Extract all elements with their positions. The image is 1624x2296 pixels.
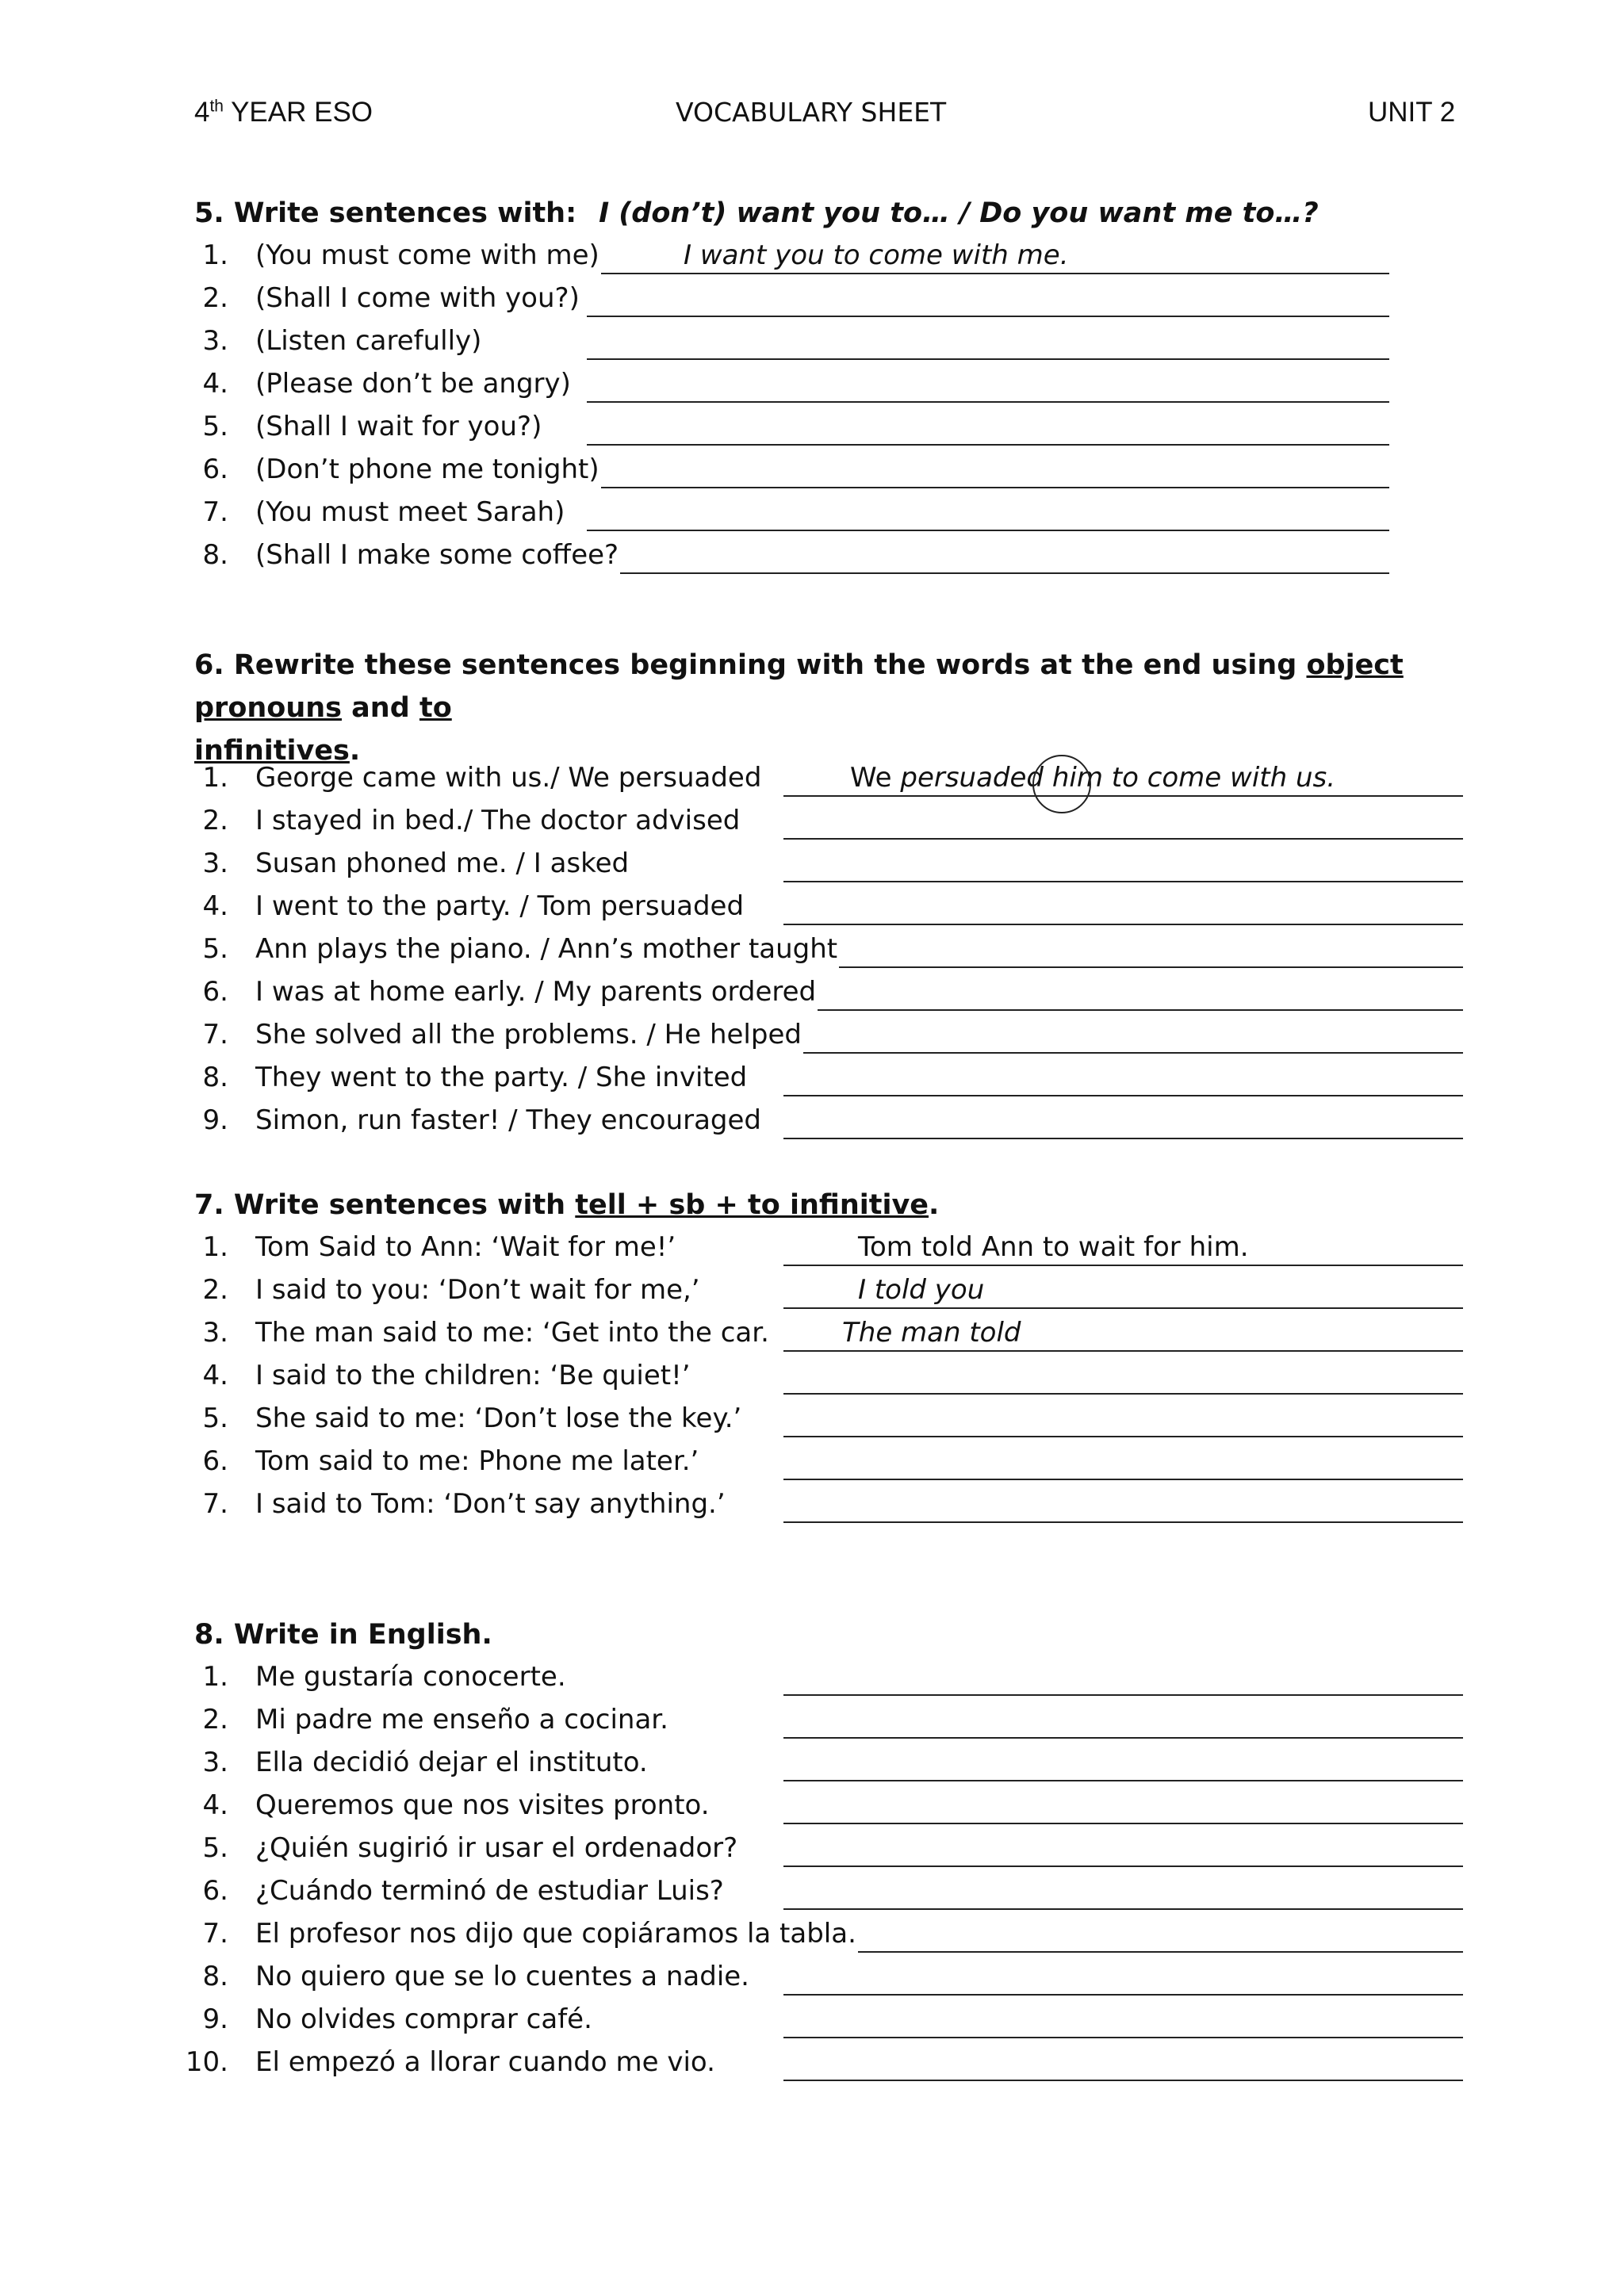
item-number: 6. — [202, 453, 228, 485]
answer-line[interactable] — [783, 1436, 1463, 1437]
answer-line[interactable] — [783, 881, 1463, 882]
item-number: 2. — [202, 1704, 228, 1735]
item-prompt: Tom Said to Ann: ‘Wait for me!’ — [255, 1231, 676, 1263]
item-prompt: I said to the children: ‘Be quiet!’ — [255, 1360, 691, 1391]
answer-line[interactable] — [858, 1951, 1463, 1953]
item-number: 1. — [202, 1231, 228, 1263]
answer-line[interactable] — [783, 1521, 1463, 1523]
item-prompt: She said to me: ‘Don’t lose the key.’ — [255, 1402, 742, 1434]
item-number: 1. — [202, 762, 228, 794]
exercise-8-item — [0, 1913, 1624, 1956]
exercise-5-item — [0, 363, 1624, 406]
exercise-7-item — [0, 1269, 1624, 1312]
answer-line[interactable] — [783, 1823, 1463, 1824]
exercise-6-item — [0, 1014, 1624, 1057]
item-prompt: George came with us./ We persuaded — [255, 762, 762, 794]
exercise-8-item — [0, 1827, 1624, 1870]
item-number: 3. — [202, 1747, 228, 1778]
answer-line[interactable] — [783, 1393, 1463, 1395]
exercise-7-item — [0, 1226, 1624, 1269]
written-answer: I want you to come with me. — [684, 239, 1069, 271]
answer-line[interactable] — [783, 924, 1463, 925]
item-number: 5. — [202, 1832, 228, 1864]
header-unit: UNIT 2 — [1368, 97, 1456, 128]
exercise-7-item — [0, 1398, 1624, 1441]
item-number: 5. — [202, 411, 228, 442]
item-prompt: Mi padre me enseño a cocinar. — [255, 1704, 668, 1735]
exercise-5-item — [0, 406, 1624, 449]
exercise-8-item — [0, 1870, 1624, 1913]
exercise-6-item — [0, 971, 1624, 1014]
item-prompt: ¿Cuándo terminó de estudiar Luis? — [255, 1875, 724, 1907]
item-number: 9. — [202, 2003, 228, 2035]
answer-line[interactable] — [620, 572, 1389, 574]
exercise-7-item — [0, 1312, 1624, 1355]
item-prompt: Tom said to me: Phone me later.’ — [255, 1445, 699, 1477]
answer-line[interactable] — [783, 838, 1463, 840]
item-number: 2. — [202, 282, 228, 314]
exercise-6-item — [0, 928, 1624, 971]
exercise-8-item — [0, 1956, 1624, 1999]
item-prompt: She solved all the problems. / He helped — [255, 1019, 802, 1050]
exercise-8-item — [0, 1785, 1624, 1827]
item-prompt: Queremos que nos visites pronto. — [255, 1789, 710, 1821]
answer-line[interactable] — [587, 316, 1389, 317]
item-number: 8. — [202, 1062, 228, 1093]
written-answer: Tom told Ann to wait for him. — [858, 1231, 1249, 1263]
item-prompt: El profesor nos dijo que copiáramos la tabla. — [255, 1918, 856, 1950]
exercise-6-item — [0, 843, 1624, 886]
item-prompt: (Shall I make some coffee? — [255, 539, 619, 571]
item-number: 8. — [202, 539, 228, 571]
item-number: 4. — [202, 1789, 228, 1821]
item-prompt: Me gustaría conocerte. — [255, 1661, 566, 1693]
answer-line[interactable] — [783, 1994, 1463, 1996]
exercise-8-title: 8. Write in English. — [194, 1619, 492, 1651]
item-number: 2. — [202, 1274, 228, 1306]
item-number: 5. — [202, 1402, 228, 1434]
answer-line[interactable] — [783, 1780, 1463, 1781]
exercise-8-item — [0, 1742, 1624, 1785]
header-title: VOCABULARY SHEET — [676, 97, 947, 128]
exercise-7-item — [0, 1355, 1624, 1398]
item-prompt: They went to the party. / She invited — [255, 1062, 748, 1093]
exercise-5-item — [0, 449, 1624, 492]
item-prompt: (You must meet Sarah) — [255, 496, 565, 528]
exercise-5-title: 5. Write sentences with: I (don’t) want you to… / Do you want me to…? — [194, 197, 1319, 229]
item-number: 7. — [202, 1019, 228, 1050]
exercise-8-item — [0, 1999, 1624, 2042]
answer-line[interactable] — [783, 2037, 1463, 2038]
item-prompt: Ann plays the piano. / Ann’s mother taught — [255, 933, 838, 965]
exercise-6-item — [0, 886, 1624, 928]
item-number: 7. — [202, 1918, 228, 1950]
answer-line[interactable] — [601, 273, 1389, 274]
exercise-5-item — [0, 320, 1624, 363]
exercise-5-item — [0, 534, 1624, 577]
written-answer: I told you — [858, 1274, 985, 1306]
item-number: 2. — [202, 805, 228, 836]
exercise-5-item — [0, 277, 1624, 320]
answer-line[interactable] — [601, 487, 1389, 488]
item-prompt: The man said to me: ‘Get into the car. — [255, 1317, 769, 1349]
answer-line[interactable] — [783, 2080, 1463, 2081]
answer-line[interactable] — [783, 1138, 1463, 1139]
exercise-8-item — [0, 1699, 1624, 1742]
exercise-5-item — [0, 235, 1624, 277]
item-number: 1. — [202, 239, 228, 271]
answer-line[interactable] — [587, 358, 1389, 360]
exercise-8-item — [0, 2042, 1624, 2084]
exercise-6-item — [0, 757, 1624, 800]
answer-line[interactable] — [818, 1009, 1463, 1011]
item-number: 7. — [202, 1488, 228, 1520]
item-number: 4. — [202, 368, 228, 400]
answer-line[interactable] — [783, 1737, 1463, 1739]
item-number: 3. — [202, 1317, 228, 1349]
answer-line[interactable] — [783, 1307, 1463, 1309]
answer-line[interactable] — [783, 1265, 1463, 1266]
item-prompt: (Listen carefully) — [255, 325, 482, 357]
item-number: 4. — [202, 890, 228, 922]
written-answer: The man told — [842, 1317, 1021, 1349]
item-number: 4. — [202, 1360, 228, 1391]
item-number: 9. — [202, 1104, 228, 1136]
item-number: 5. — [202, 933, 228, 965]
answer-line[interactable] — [783, 1908, 1463, 1910]
item-prompt: ¿Quién sugirió ir usar el ordenador? — [255, 1832, 738, 1864]
exercise-7-title: 7. Write sentences with tell + sb + to infinitive. — [194, 1189, 940, 1221]
item-number: 6. — [202, 976, 228, 1008]
exercise-6-title: 6. Rewrite these sentences beginning with the words at the end using object pronouns and to infinitives. — [194, 649, 1404, 767]
item-prompt: (Shall I come with you?) — [255, 282, 580, 314]
item-prompt: (Please don’t be angry) — [255, 368, 571, 400]
item-prompt: El empezó a llorar cuando me vio. — [255, 2046, 715, 2078]
exercise-7-item — [0, 1441, 1624, 1483]
answer-line[interactable] — [839, 966, 1463, 968]
item-prompt: I was at home early. / My parents ordered — [255, 976, 817, 1008]
answer-line[interactable] — [783, 1095, 1463, 1096]
answer-line[interactable] — [803, 1052, 1463, 1054]
item-number: 10. — [185, 2046, 228, 2078]
item-prompt: No quiero que se lo cuentes a nadie. — [255, 1961, 749, 1992]
exercise-7-item — [0, 1483, 1624, 1526]
exercise-8-item — [0, 1656, 1624, 1699]
exercise-6-item — [0, 1100, 1624, 1142]
answer-line[interactable] — [783, 1694, 1463, 1696]
item-prompt: (Shall I wait for you?) — [255, 411, 542, 442]
item-number: 3. — [202, 848, 228, 879]
item-prompt: Simon, run faster! / They encouraged — [255, 1104, 762, 1136]
pronoun-circle-annotation — [1032, 755, 1091, 813]
answer-line[interactable] — [587, 530, 1389, 531]
item-prompt: I said to Tom: ‘Don’t say anything.’ — [255, 1488, 726, 1520]
item-prompt: I stayed in bed./ The doctor advised — [255, 805, 741, 836]
answer-line[interactable] — [783, 1479, 1463, 1480]
item-prompt: I went to the party. / Tom persuaded — [255, 890, 745, 922]
item-number: 6. — [202, 1445, 228, 1477]
answer-line[interactable] — [587, 444, 1389, 446]
item-prompt: Ella decidió dejar el instituto. — [255, 1747, 648, 1778]
item-number: 6. — [202, 1875, 228, 1907]
item-prompt: (Don’t phone me tonight) — [255, 453, 599, 485]
item-number: 7. — [202, 496, 228, 528]
answer-line[interactable] — [783, 1350, 1463, 1352]
exercise-6-item — [0, 800, 1624, 843]
exercise-5-item — [0, 492, 1624, 534]
item-number: 1. — [202, 1661, 228, 1693]
item-number: 8. — [202, 1961, 228, 1992]
item-prompt: I said to you: ‘Don’t wait for me,’ — [255, 1274, 700, 1306]
answer-line[interactable] — [783, 1866, 1463, 1867]
item-prompt: No olvides comprar café. — [255, 2003, 592, 2035]
example-answer-start: We — [850, 762, 901, 794]
exercise-6-item — [0, 1057, 1624, 1100]
header-year: 4th YEAR ESO — [194, 97, 373, 128]
example-answer — [850, 762, 1335, 794]
example-answer-rest: persuaded him to come with us. — [900, 762, 1336, 794]
answer-line[interactable] — [587, 401, 1389, 403]
item-prompt: (You must come with me) — [255, 239, 599, 271]
item-number: 3. — [202, 325, 228, 357]
item-prompt: Susan phoned me. / I asked — [255, 848, 630, 879]
answer-line[interactable] — [783, 795, 1463, 797]
